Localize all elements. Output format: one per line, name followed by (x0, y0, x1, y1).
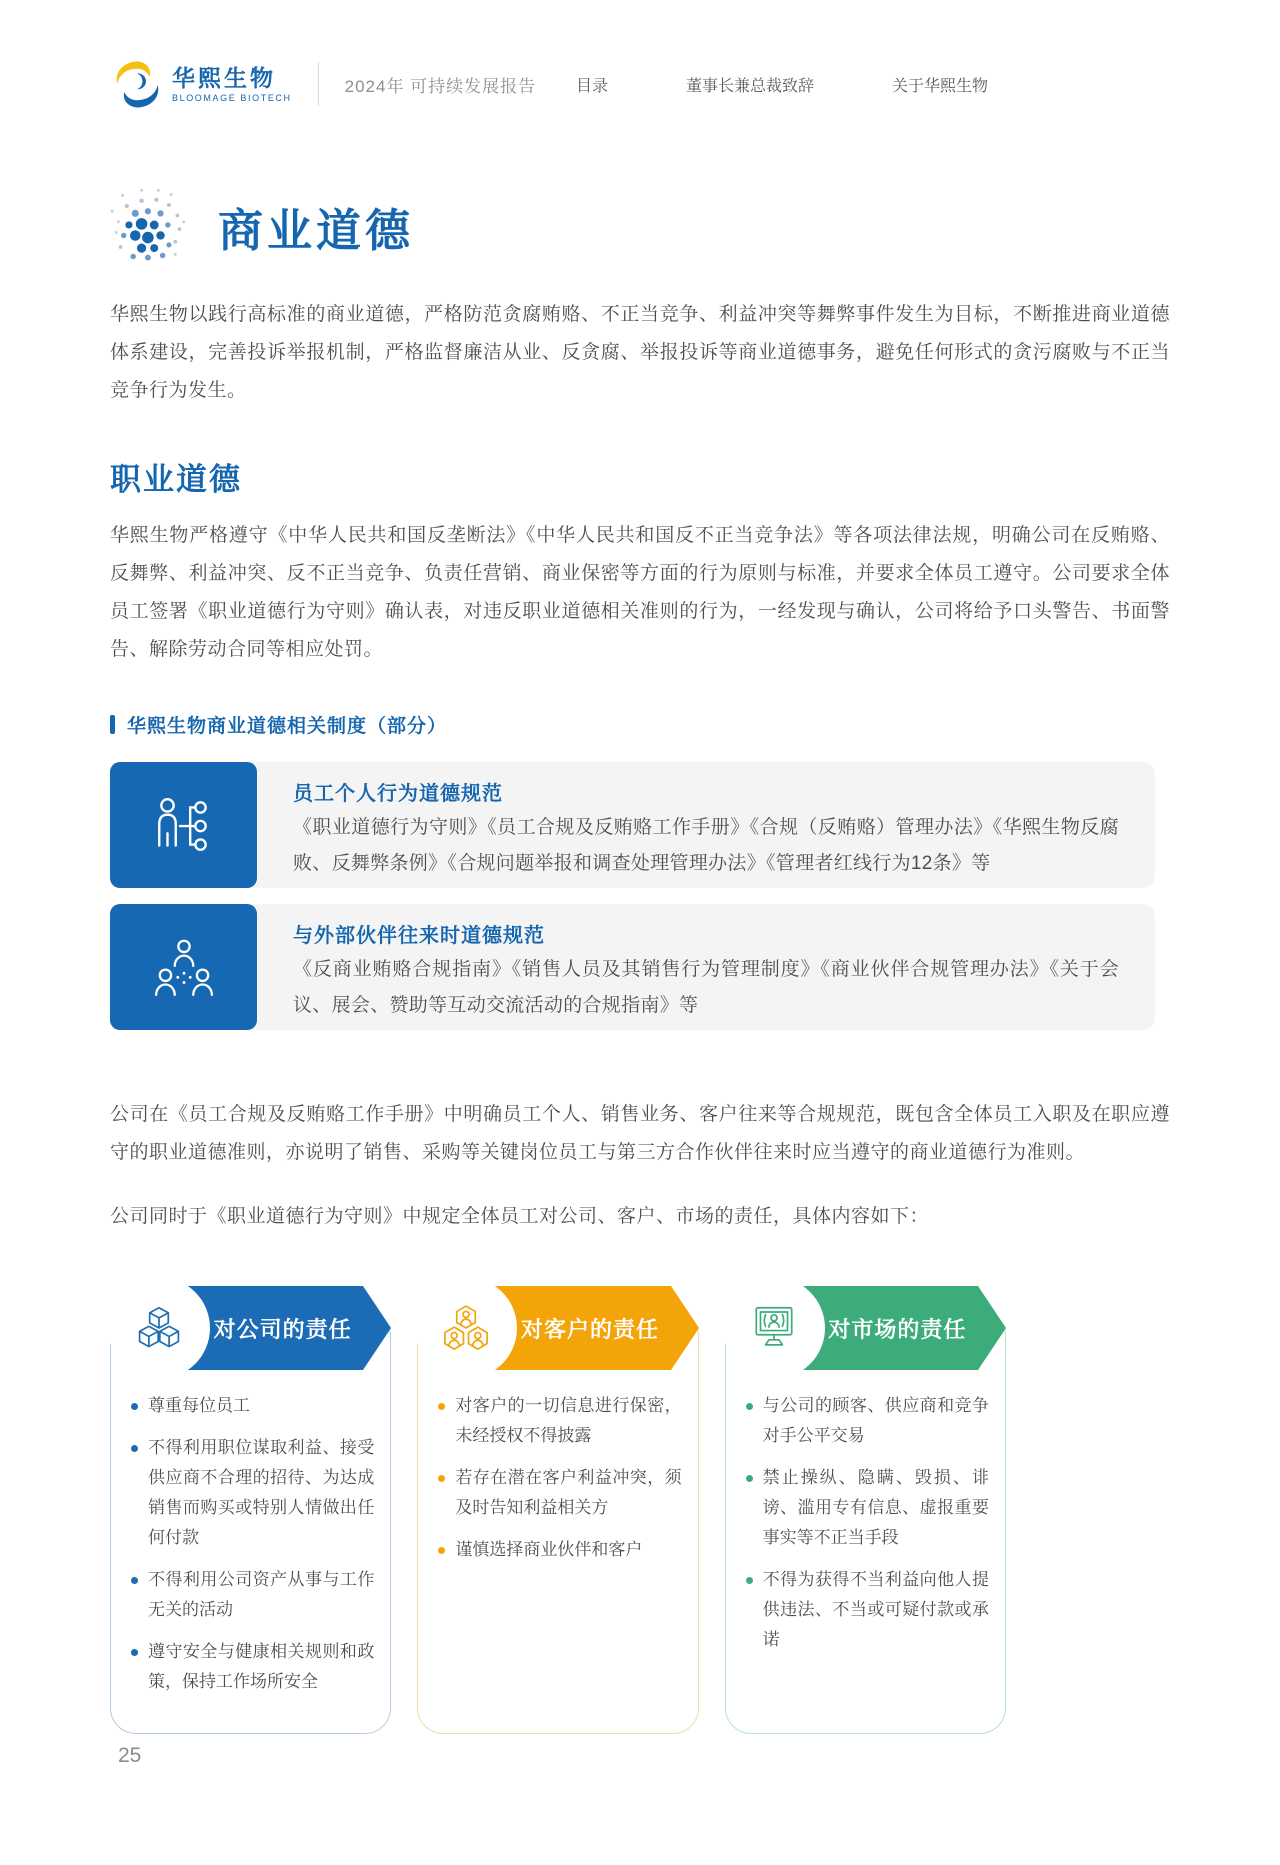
card-body: 《反商业贿赂合规指南》《销售人员及其销售行为管理制度》《商业伙伴合规管理办法》《关于会议、展会、赞助等互动交流活动的合规指南》等 (293, 959, 1119, 1016)
system-card-partners (110, 904, 1155, 1030)
heading-bar (110, 715, 115, 734)
intro-paragraph: 华熙生物以践行高标准的商业道德，严格防范贪腐贿赂、不正当竞争、利益冲突等舞弊事件发生为目标，不断推进商业道德体系建设，完善投诉举报机制，严格监督廉洁从业、反贪腐、举报投诉等商业道德事务，避免任何形式的贪污腐败与不正当竞争行为发生。 (110, 304, 1170, 401)
market-banner (725, 1286, 1006, 1370)
banner-icon-circle (415, 1277, 517, 1379)
bullet-item: 尊重每位员工 (131, 1391, 374, 1421)
market-card (725, 1328, 1006, 1734)
banner-title: 对客户的责任 (520, 1316, 659, 1342)
banner-title: 对市场的责任 (828, 1316, 967, 1342)
banner-title: 对公司的责任 (213, 1316, 352, 1342)
banner-icon-circle (723, 1277, 825, 1379)
header-logo (110, 57, 292, 111)
bullet-item: 不得为获得不当利益向他人提供违法、不当或可疑付款或承诺 (746, 1565, 989, 1655)
page-title: 商业道德 (218, 204, 415, 256)
handbook-paragraph: 公司在《员工合规及反贿赂工作手册》中明确员工个人、销售业务、客户往来等合规规范，既包含全体员工入职及在职应遵守的职业道德准则，亦说明了销售、采购等关键岗位员工与第三方合作伙伴往来时应当遵守的商业道德行为准则。 (110, 1104, 1170, 1163)
card-icon-box (110, 904, 257, 1030)
card-title: 员工个人行为道德规范 (293, 783, 503, 805)
chapter-title-block (110, 186, 1170, 266)
page-number: 25 (118, 1744, 142, 1767)
report-title: 2024年 可持续发展报告 (344, 76, 537, 96)
card-title: 与外部伙伴往来时道德规范 (293, 925, 545, 947)
person-orgchart-icon (151, 792, 217, 858)
section-heading: 职业道德 (110, 462, 242, 497)
customers-card (417, 1328, 698, 1734)
systems-heading: 华熙生物商业道德相关制度（部分） (127, 716, 448, 737)
header-nav (576, 73, 1170, 96)
banner-arrow (978, 1286, 1006, 1370)
logo-title: 华熙生物 (172, 64, 276, 91)
banner-arrow (363, 1286, 391, 1370)
page-header (110, 56, 1170, 112)
company-card (110, 1328, 391, 1734)
cubes-icon (132, 1302, 186, 1354)
card-body: 《职业道德行为守则》《员工合规及反贿赂工作手册》《合规（反贿赂）管理办法》《华熙生物反腐败、反舞弊条例》《合规问题举报和调查处理管理办法》《管理者红线行为12条》等 (293, 817, 1119, 874)
market-monitor-icon (747, 1302, 801, 1354)
section-paragraph: 华熙生物严格遵守《中华人民共和国反垄断法》《中华人民共和国反不正当竞争法》等各项法律法规，明确公司在反贿赂、反舞弊、利益冲突、反不正当竞争、负责任营销、商业保密等方面的行为原则与标准，并要求全体员工遵守。公司要求全体员工签署《职业道德行为守则》确认表，对违反职业道德相关准则的行为，一经发现与确认，公司将给予口头警告、书面警告、解除劳动合同等相应处罚。 (110, 525, 1170, 660)
responsibilities-lead: 公司同时于《职业道德行为守则》中规定全体员工对公司、客户、市场的责任，具体内容如下： (110, 1206, 930, 1227)
bullet-item: 禁止操纵、隐瞒、毁损、诽谤、滥用专有信息、虚报重要事实等不正当手段 (746, 1463, 989, 1553)
bloomage-logo-icon (110, 57, 164, 111)
bullet-item: 不得利用公司资产从事与工作无关的活动 (131, 1565, 374, 1625)
bullet-item: 不得利用职位谋取利益、接受供应商不合理的招待、为达成销售而购买或特别人情做出任何付款 (131, 1433, 374, 1553)
nav-item-about[interactable]: 关于华熙生物 (891, 77, 988, 95)
card-icon-box (110, 762, 257, 888)
customers-banner (417, 1286, 698, 1370)
nav-item-toc[interactable]: 目录 (575, 77, 608, 95)
people-network-icon (151, 934, 217, 1000)
logo-subtitle: BLOOMAGE BIOTECH (172, 92, 292, 103)
system-card-employee (110, 762, 1155, 888)
responsibility-market (725, 1286, 1006, 1734)
bullet-item: 若存在潜在客户利益冲突，须及时告知利益相关方 (438, 1463, 681, 1523)
nav-item-chairman-message[interactable]: 董事长兼总裁致辞 (685, 77, 814, 95)
systems-heading-block (110, 711, 1170, 738)
bullet-item: 与公司的顾客、供应商和竞争对手公平交易 (746, 1391, 989, 1451)
bullet-item: 对客户的一切信息进行保密，未经授权不得披露 (438, 1391, 681, 1451)
bullet-item: 遵守安全与健康相关规则和政策，保持工作场所安全 (131, 1637, 374, 1697)
responsibility-company (110, 1286, 391, 1734)
header-divider (318, 62, 319, 106)
responsibilities-row (110, 1286, 1006, 1734)
company-banner (110, 1286, 391, 1370)
banner-arrow (671, 1286, 699, 1370)
banner-icon-circle (108, 1277, 210, 1379)
responsibility-customers (417, 1286, 698, 1734)
customers-group-icon (439, 1302, 493, 1354)
bullet-item: 谨慎选择商业伙伴和客户 (438, 1535, 681, 1565)
dot-sphere-icon (110, 186, 190, 266)
